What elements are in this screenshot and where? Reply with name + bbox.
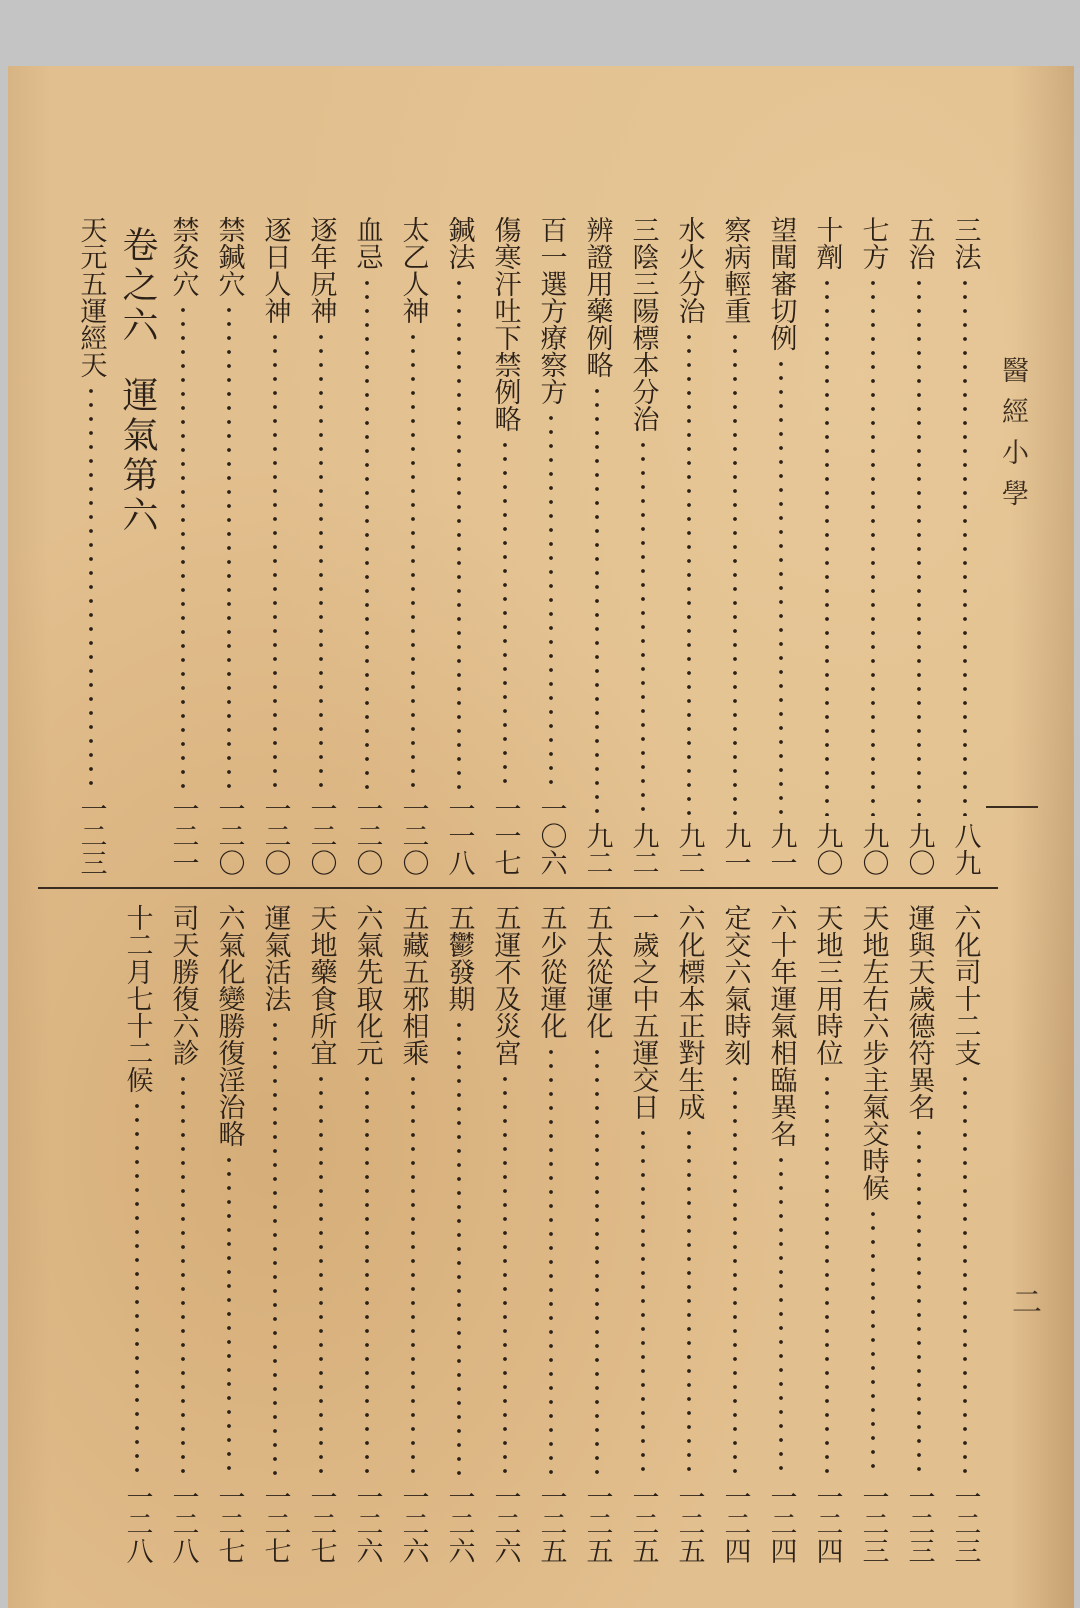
toc-entry-title: 六十年運氣相臨異名 [765,904,797,1147]
toc-entry-page: 九二 [627,822,659,876]
toc-entry-title: 察病輕重 [719,216,751,324]
toc-entry-title: 五藏五邪相乘 [397,904,429,1066]
section-divider [38,887,998,889]
toc-entry [666,904,712,1564]
dot-leader [549,1045,553,1477]
toc-entry [620,904,666,1564]
page-number: 二 [1006,1286,1041,1316]
dot-leader [733,1072,737,1477]
toc-entry-title: 血忌 [351,216,383,270]
toc-entry-page: 一二一 [167,795,199,876]
toc-entry-title: 五鬱發期 [443,904,475,1012]
toc-entry [528,216,574,876]
toc-entry-page: 九〇 [903,822,935,876]
dot-leader [181,303,185,789]
toc-entry-page: 一二七 [213,1483,245,1564]
toc-entry [160,216,206,876]
toc-entry-title: 禁灸穴 [167,216,199,297]
toc-entry-title: 三陰三陽標本分治 [627,216,659,432]
toc-entry-page: 一二六 [489,1483,521,1564]
toc-entry [850,216,896,876]
toc-lower-section [108,904,988,1564]
toc-entry [712,216,758,876]
toc-entry-page: 一二六 [397,1483,429,1564]
toc-entry-page: 九〇 [811,822,843,876]
toc-volume-heading [114,216,160,876]
toc-entry-title: 司天勝復六診 [167,904,199,1066]
toc-entry-page: 一一七 [489,795,521,876]
toc-entry [574,904,620,1564]
dot-leader [457,1018,461,1477]
toc-entry [206,216,252,876]
toc-entry-title: 鍼法 [443,216,475,270]
toc-entry-page: 一二六 [351,1483,383,1564]
toc-entry [804,904,850,1564]
toc-entry-title: 一歲之中五運交日 [627,904,659,1120]
dot-leader [779,357,783,816]
toc-entry-title: 天地藥食所宜 [305,904,337,1066]
toc-entry [620,216,666,876]
toc-entry-page: 一二〇 [259,795,291,876]
toc-entry-page: 一二八 [121,1483,153,1564]
toc-entry-page: 一〇六 [535,795,567,876]
toc-entry-page: 九一 [719,822,751,876]
book-page [8,66,1074,1608]
toc-entry [252,216,298,876]
dot-leader [917,276,921,816]
dot-leader [227,1153,231,1477]
toc-entry-title: 水火分治 [673,216,705,324]
toc-entry-page: 一二〇 [213,795,245,876]
toc-entry-title: 辨證用藥例略 [581,216,613,378]
toc-entry-title: 六化司十二支 [949,904,981,1066]
toc-entry [666,216,712,876]
running-head: 醫經小學 [997,356,1028,520]
dot-leader [273,330,277,789]
toc-entry-page: 一二〇 [397,795,429,876]
dot-leader [871,276,875,816]
dot-leader [641,1126,645,1477]
dot-leader [549,411,553,789]
toc-entry-title: 太乙人神 [397,216,429,324]
margin-rule [986,806,1038,808]
dot-leader [963,276,967,816]
toc-entry-page: 一一八 [443,795,475,876]
toc-entry [804,216,850,876]
toc-entry-title: 天地左右六步主氣交時候 [857,904,889,1201]
dot-leader [135,1099,139,1477]
toc-entry-title: 天地三用時位 [811,904,843,1066]
toc-entry [482,904,528,1564]
toc-entry-page: 一二七 [305,1483,337,1564]
toc-entry [390,216,436,876]
volume-label: 卷之六 [117,226,158,346]
toc-entry-page: 一二三 [75,795,107,876]
dot-leader [503,438,507,789]
toc-entry-page: 一二三 [949,1483,981,1564]
toc-entry [758,216,804,876]
section-label: 運氣第六 [117,376,158,536]
toc-entry-title: 五運不及災宮 [489,904,521,1066]
dot-leader [641,438,645,816]
dot-leader [273,1018,277,1477]
dot-leader [687,330,691,816]
toc-entry [390,904,436,1564]
toc-entry [298,216,344,876]
toc-entry [206,904,252,1564]
toc-entry-page: 一二〇 [305,795,337,876]
toc-entry-page: 八九 [949,822,981,876]
dot-leader [687,1126,691,1477]
toc-upper-section [68,216,988,876]
toc-entry-title: 望聞審切例 [765,216,797,351]
toc-entry-page: 九一 [765,822,797,876]
toc-entry [896,904,942,1564]
toc-entry [298,904,344,1564]
toc-entry-page: 九二 [581,822,613,876]
dot-leader [319,1072,323,1477]
toc-entry-page: 一二五 [627,1483,659,1564]
toc-entry-page: 一二五 [581,1483,613,1564]
toc-entry-page: 一二四 [811,1483,843,1564]
toc-entry-title: 六氣化變勝復淫治略 [213,904,245,1147]
dot-leader [595,384,599,816]
dot-leader [779,1153,783,1477]
toc-entry [896,216,942,876]
dot-leader [181,1072,185,1477]
toc-entry-page: 一二八 [167,1483,199,1564]
dot-leader [319,330,323,789]
toc-entry [712,904,758,1564]
toc-entry-page: 一二六 [443,1483,475,1564]
dot-leader [733,330,737,816]
toc-entry-page: 九〇 [857,822,889,876]
toc-entry [436,904,482,1564]
toc-entry-title: 定交六氣時刻 [719,904,751,1066]
toc-entry-page: 一二五 [673,1483,705,1564]
toc-entry-page: 一二七 [259,1483,291,1564]
toc-entry-title: 運氣活法 [259,904,291,1012]
toc-entry-title: 五太從運化 [581,904,613,1039]
toc-entry-page: 一二五 [535,1483,567,1564]
toc-entry [344,216,390,876]
toc-entry-page: 一二三 [903,1483,935,1564]
toc-entry [252,904,298,1564]
toc-entry [942,216,988,876]
toc-entry [160,904,206,1564]
toc-entry-title: 百一選方療察方 [535,216,567,405]
dot-leader [227,303,231,789]
dot-leader [411,330,415,789]
dot-leader [825,276,829,816]
toc-entry-title: 天元五運經天 [75,216,107,378]
toc-entry-title: 逐年尻神 [305,216,337,324]
toc-entry-title: 六氣先取化元 [351,904,383,1066]
toc-entry [482,216,528,876]
toc-entry-title: 五少從運化 [535,904,567,1039]
toc-entry [114,904,160,1564]
toc-entry [436,216,482,876]
dot-leader [365,1072,369,1477]
toc-entry-title: 運與天歲德符異名 [903,904,935,1120]
volume-heading-text [117,226,158,536]
toc-entry [850,904,896,1564]
toc-entry-title: 逐日人神 [259,216,291,324]
toc-entry-title: 六化標本正對生成 [673,904,705,1120]
toc-entry [942,904,988,1564]
toc-entry-title: 三法 [949,216,981,270]
toc-entry-page: 一二四 [765,1483,797,1564]
toc-entry-title: 五治 [903,216,935,270]
toc-entry-title: 十二月七十二候 [121,904,153,1093]
dot-leader [595,1045,599,1477]
toc-entry [574,216,620,876]
toc-entry-title: 禁鍼穴 [213,216,245,297]
toc-entry-page: 一二〇 [351,795,383,876]
dot-leader [89,384,93,789]
dot-leader [871,1207,875,1477]
toc-entry-page: 一二三 [857,1483,889,1564]
toc-entry [68,216,114,876]
toc-entry-page: 一二四 [719,1483,751,1564]
toc-entry-title: 十劑 [811,216,843,270]
dot-leader [825,1072,829,1477]
toc-entry [344,904,390,1564]
toc-entry-title: 傷寒汗吐下禁例略 [489,216,521,432]
dot-leader [457,276,461,789]
dot-leader [411,1072,415,1477]
toc-entry-page: 九二 [673,822,705,876]
toc-entry-title: 七方 [857,216,889,270]
dot-leader [365,276,369,789]
dot-leader [503,1072,507,1477]
toc-entry [758,904,804,1564]
dot-leader [963,1072,967,1477]
dot-leader [917,1126,921,1477]
toc-entry [528,904,574,1564]
